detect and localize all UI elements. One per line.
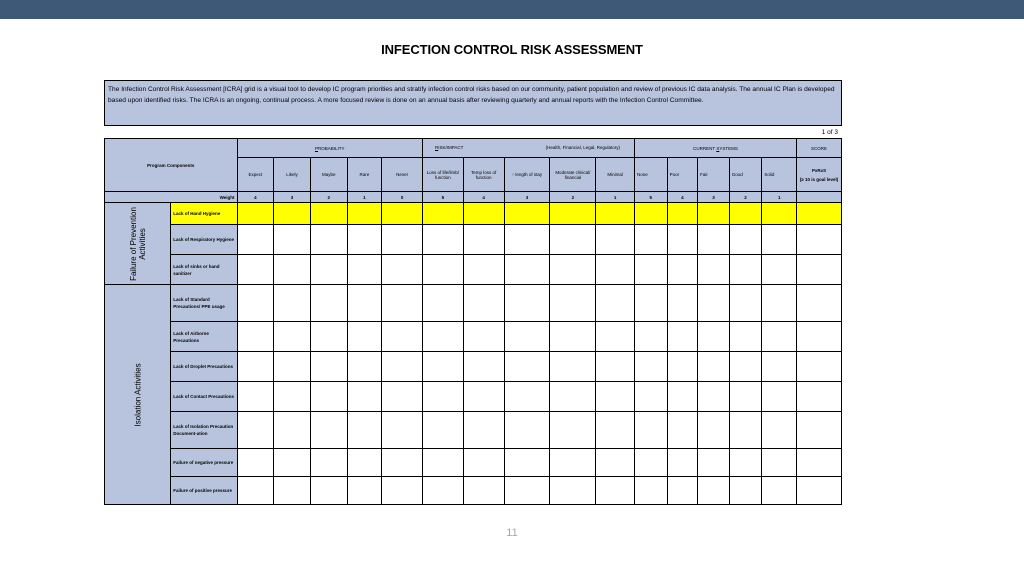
score-cell[interactable] — [797, 352, 842, 382]
component-name: Lack of Isolation Precaution Document-ation — [171, 412, 237, 449]
table-row — [105, 449, 842, 477]
score-cell[interactable] — [762, 382, 797, 412]
intro-text: The Infection Control Risk Assessment [ICRA] grid is a visual tool to develop IC program priorities and stratify infection control risks based on our community, patient population and review of previous IC data analysis. The annual IC Plan is developed based upon identified risks. The ICRA is an ongoing, continual process. A more focused review is done on an annual basis after reviewing quarterly and annual reports with the Infection Control Committee. — [108, 86, 835, 104]
score-cell[interactable] — [310, 322, 347, 352]
page-title: INFECTION CONTROL RISK ASSESSMENT — [381, 42, 643, 57]
score-cell[interactable] — [797, 412, 842, 449]
score-cell[interactable] — [762, 412, 797, 449]
score-cell[interactable] — [596, 255, 635, 285]
score-cell[interactable] — [423, 203, 464, 225]
score-cell[interactable] — [504, 412, 550, 449]
score-cell[interactable] — [729, 225, 762, 255]
score-cell[interactable] — [347, 285, 382, 322]
score-cell[interactable] — [463, 477, 504, 505]
component-name: Failure of negative pressure — [171, 449, 237, 477]
score-cell[interactable] — [634, 203, 667, 225]
weight-value: 1 — [762, 192, 797, 203]
score-cell[interactable] — [463, 203, 504, 225]
score-cell[interactable] — [550, 285, 596, 322]
risk-col-moderate: Moderate clinical/ financial — [550, 158, 596, 192]
risk-header-rest: ISK/IMPACT — [438, 145, 464, 150]
weight-label: Weight — [105, 192, 238, 203]
score-cell[interactable] — [550, 203, 596, 225]
weight-value: 1 — [347, 192, 382, 203]
prob-col-rare: Rare — [347, 158, 382, 192]
weight-value: 5 — [423, 192, 464, 203]
score-cell[interactable] — [463, 285, 504, 322]
weight-value: 1 — [596, 192, 635, 203]
score-cell[interactable] — [729, 285, 762, 322]
score-cell[interactable] — [667, 322, 698, 352]
score-cell[interactable] — [698, 322, 730, 352]
risk-impact-header — [423, 139, 635, 158]
score-cell[interactable] — [762, 352, 797, 382]
score-cell[interactable] — [382, 322, 423, 352]
probability-header — [237, 139, 422, 158]
score-cell[interactable] — [596, 225, 635, 255]
component-name: Lack of Contact Precautions — [171, 382, 237, 412]
score-cell[interactable] — [347, 203, 382, 225]
score-cell[interactable] — [698, 412, 730, 449]
sys-col-fair: Fair — [698, 158, 730, 192]
systems-header-prefix: CURRENT — [693, 145, 717, 151]
score-cell[interactable] — [596, 477, 635, 505]
score-cell[interactable] — [237, 477, 274, 505]
score-cell[interactable] — [382, 203, 423, 225]
score-cell[interactable] — [762, 322, 797, 352]
score-cell[interactable] — [797, 255, 842, 285]
score-cell[interactable] — [347, 449, 382, 477]
score-cell[interactable] — [310, 225, 347, 255]
score-cell[interactable] — [596, 412, 635, 449]
weight-score-cell — [797, 192, 842, 203]
top-banner — [0, 0, 1024, 19]
sys-col-none: None — [634, 158, 667, 192]
program-components-header: Program Components — [105, 139, 238, 192]
score-cell[interactable] — [274, 412, 311, 449]
score-cell[interactable] — [237, 203, 274, 225]
score-cell[interactable] — [463, 449, 504, 477]
weight-value: 2 — [729, 192, 762, 203]
sys-col-solid: Solid — [762, 158, 797, 192]
score-cell[interactable] — [423, 285, 464, 322]
score-cell[interactable] — [797, 285, 842, 322]
category-label-cell — [105, 203, 171, 285]
weight-value: 3 — [698, 192, 730, 203]
risk-col-loss-of-life: Loss of life/limb/ function — [423, 158, 464, 192]
table-row — [105, 225, 842, 255]
weight-value: 4 — [463, 192, 504, 203]
score-cell[interactable] — [423, 225, 464, 255]
score-cell[interactable] — [667, 382, 698, 412]
score-cell[interactable] — [797, 322, 842, 352]
prob-col-maybe: Maybe — [310, 158, 347, 192]
page-indicator: 1 of 3 — [821, 129, 838, 136]
score-cell[interactable] — [347, 322, 382, 352]
score-cell[interactable] — [698, 285, 730, 322]
score-cell[interactable] — [463, 352, 504, 382]
score-cell[interactable] — [729, 449, 762, 477]
slide-number: 11 — [506, 527, 518, 539]
score-cell[interactable] — [423, 322, 464, 352]
score-cell[interactable] — [504, 352, 550, 382]
score-cell[interactable] — [667, 285, 698, 322]
score-cell[interactable] — [550, 225, 596, 255]
score-cell[interactable] — [729, 255, 762, 285]
score-cell[interactable] — [550, 449, 596, 477]
score-cell[interactable] — [463, 322, 504, 352]
score-cell[interactable] — [310, 203, 347, 225]
score-cell[interactable] — [504, 449, 550, 477]
weight-value: 4 — [237, 192, 274, 203]
score-cell[interactable] — [596, 382, 635, 412]
score-cell[interactable] — [762, 255, 797, 285]
systems-header-initial: S — [716, 145, 720, 151]
score-cell[interactable] — [310, 477, 347, 505]
weight-value: 5 — [634, 192, 667, 203]
score-cell[interactable] — [797, 477, 842, 505]
score-cell[interactable] — [310, 352, 347, 382]
score-cell[interactable] — [347, 477, 382, 505]
score-cell[interactable] — [274, 322, 311, 352]
score-cell[interactable] — [347, 225, 382, 255]
risk-header-initial: R — [435, 145, 439, 150]
score-cell[interactable] — [274, 203, 311, 225]
score-cell[interactable] — [634, 352, 667, 382]
category-label — [129, 207, 147, 281]
score-cell[interactable] — [596, 285, 635, 322]
score-cell[interactable] — [237, 352, 274, 382]
risk-col-minimal: Minimal — [596, 158, 635, 192]
score-cell[interactable] — [504, 477, 550, 505]
score-cell[interactable] — [347, 255, 382, 285]
score-cell[interactable] — [634, 382, 667, 412]
table-row — [105, 203, 842, 225]
score-cell[interactable] — [797, 203, 842, 225]
score-cell[interactable] — [423, 255, 464, 285]
weight-value: 2 — [310, 192, 347, 203]
score-cell[interactable] — [634, 322, 667, 352]
score-cell[interactable] — [347, 382, 382, 412]
grid-body — [105, 203, 842, 505]
score-cell[interactable] — [698, 203, 730, 225]
score-cell[interactable] — [274, 352, 311, 382]
score-cell[interactable] — [667, 477, 698, 505]
score-cell[interactable] — [504, 382, 550, 412]
score-cell[interactable] — [463, 255, 504, 285]
category-label-line1: Isolation Activities — [133, 362, 143, 427]
score-cell[interactable] — [667, 352, 698, 382]
component-name: Lack of Droplet Precautions — [171, 352, 237, 382]
score-cell[interactable] — [423, 449, 464, 477]
score-cell[interactable] — [274, 477, 311, 505]
score-cell[interactable] — [382, 285, 423, 322]
score-cell[interactable] — [382, 255, 423, 285]
table-row — [105, 382, 842, 412]
score-cell[interactable] — [698, 255, 730, 285]
score-cell[interactable] — [423, 477, 464, 505]
score-cell[interactable] — [310, 285, 347, 322]
category-label-cell — [105, 285, 171, 505]
score-cell[interactable] — [310, 449, 347, 477]
score-cell[interactable] — [729, 352, 762, 382]
risk-col-temp-loss: Temp loss of function — [463, 158, 504, 192]
score-cell[interactable] — [382, 225, 423, 255]
score-cell[interactable] — [667, 203, 698, 225]
probability-header-initial: P — [314, 145, 318, 151]
score-cell[interactable] — [550, 352, 596, 382]
risk-header-detail: (Health, Financial, Legal, Regulatory) — [545, 145, 620, 150]
score-cell[interactable] — [237, 322, 274, 352]
score-cell[interactable] — [550, 322, 596, 352]
weight-value: 2 — [550, 192, 596, 203]
category-label — [133, 363, 142, 426]
weight-value: 4 — [667, 192, 698, 203]
score-cell[interactable] — [382, 382, 423, 412]
score-cell[interactable] — [274, 225, 311, 255]
probability-header-rest: ROBABILITY — [318, 145, 345, 151]
score-cell[interactable] — [698, 477, 730, 505]
score-cell[interactable] — [596, 322, 635, 352]
risk-col-length-of-stay: ↑ length of stay — [504, 158, 550, 192]
score-cell[interactable] — [634, 225, 667, 255]
score-cell[interactable] — [797, 382, 842, 412]
score-cell[interactable] — [310, 255, 347, 285]
score-cell[interactable] — [550, 477, 596, 505]
prob-col-never: Never — [382, 158, 423, 192]
component-name: Lack of Airborne Precautions — [171, 322, 237, 352]
score-cell[interactable] — [634, 449, 667, 477]
score-cell[interactable] — [550, 382, 596, 412]
score-cell[interactable] — [634, 412, 667, 449]
table-row — [105, 322, 842, 352]
score-cell[interactable] — [237, 225, 274, 255]
score-cell[interactable] — [382, 412, 423, 449]
score-cell[interactable] — [382, 449, 423, 477]
score-cell[interactable] — [762, 285, 797, 322]
table-row — [105, 352, 842, 382]
score-cell[interactable] — [504, 322, 550, 352]
score-cell[interactable] — [423, 412, 464, 449]
category-label-line1: Failure of Prevention — [128, 206, 138, 281]
score-cell[interactable] — [698, 449, 730, 477]
score-cell[interactable] — [667, 412, 698, 449]
score-cell[interactable] — [550, 412, 596, 449]
score-cell[interactable] — [729, 382, 762, 412]
table-row — [105, 285, 842, 322]
score-cell[interactable] — [504, 285, 550, 322]
score-cell[interactable] — [423, 352, 464, 382]
table-row — [105, 477, 842, 505]
component-name: Lack of Standard Precautions/ PPE usage — [171, 285, 237, 322]
score-cell[interactable] — [729, 412, 762, 449]
score-cell[interactable] — [667, 449, 698, 477]
score-cell[interactable] — [237, 255, 274, 285]
score-cell[interactable] — [596, 203, 635, 225]
weight-value: 3 — [274, 192, 311, 203]
current-systems-header — [634, 139, 796, 158]
table-row — [105, 255, 842, 285]
score-cell[interactable] — [237, 285, 274, 322]
score-cell[interactable] — [274, 285, 311, 322]
component-name: Failure of positive pressure — [171, 477, 237, 505]
score-cell[interactable] — [237, 412, 274, 449]
score-formula — [797, 158, 842, 192]
score-cell[interactable] — [698, 225, 730, 255]
score-cell[interactable] — [347, 412, 382, 449]
score-cell[interactable] — [667, 225, 698, 255]
score-cell[interactable] — [634, 255, 667, 285]
score-cell[interactable] — [382, 352, 423, 382]
score-cell[interactable] — [463, 382, 504, 412]
component-name: Lack of Hand Hygiene — [171, 203, 237, 225]
score-cell[interactable] — [729, 203, 762, 225]
score-cell[interactable] — [274, 255, 311, 285]
score-cell[interactable] — [634, 285, 667, 322]
systems-header-rest: YSTEMS — [719, 145, 738, 151]
icra-grid — [104, 138, 842, 505]
score-cell[interactable] — [762, 449, 797, 477]
component-name: Lack of Respiratory Hygiene — [171, 225, 237, 255]
score-header: SCORE — [797, 139, 842, 158]
score-cell[interactable] — [347, 352, 382, 382]
score-formula-line1: PxRxS — [811, 167, 827, 173]
score-cell[interactable] — [463, 412, 504, 449]
category-label-line2: Activities — [137, 227, 147, 260]
weight-value: 0 — [382, 192, 423, 203]
score-cell[interactable] — [274, 449, 311, 477]
score-cell[interactable] — [310, 412, 347, 449]
score-cell[interactable] — [797, 225, 842, 255]
table-row — [105, 412, 842, 449]
score-cell[interactable] — [237, 449, 274, 477]
score-cell[interactable] — [504, 225, 550, 255]
intro-box — [104, 80, 842, 126]
sys-col-poor: Poor — [667, 158, 698, 192]
score-cell[interactable] — [762, 477, 797, 505]
score-cell[interactable] — [667, 255, 698, 285]
score-cell[interactable] — [463, 225, 504, 255]
score-cell[interactable] — [698, 382, 730, 412]
score-formula-line2: (≥ 10 is goal level) — [799, 176, 839, 182]
score-cell[interactable] — [797, 449, 842, 477]
score-cell[interactable] — [596, 352, 635, 382]
score-cell[interactable] — [274, 382, 311, 412]
weight-value: 3 — [504, 192, 550, 203]
score-cell[interactable] — [762, 203, 797, 225]
component-name: Lack of sinks or hand sanitizer — [171, 255, 237, 285]
score-cell[interactable] — [729, 477, 762, 505]
score-cell[interactable] — [237, 382, 274, 412]
score-cell[interactable] — [550, 255, 596, 285]
score-cell[interactable] — [504, 255, 550, 285]
score-cell[interactable] — [634, 477, 667, 505]
score-cell[interactable] — [504, 203, 550, 225]
score-cell[interactable] — [382, 477, 423, 505]
sys-col-good: Good — [729, 158, 762, 192]
prob-col-expect: Expect — [237, 158, 274, 192]
score-cell[interactable] — [310, 382, 347, 412]
prob-col-likely: Likely — [274, 158, 311, 192]
score-cell[interactable] — [729, 322, 762, 352]
score-cell[interactable] — [762, 225, 797, 255]
score-cell[interactable] — [698, 352, 730, 382]
score-cell[interactable] — [596, 449, 635, 477]
score-cell[interactable] — [423, 382, 464, 412]
